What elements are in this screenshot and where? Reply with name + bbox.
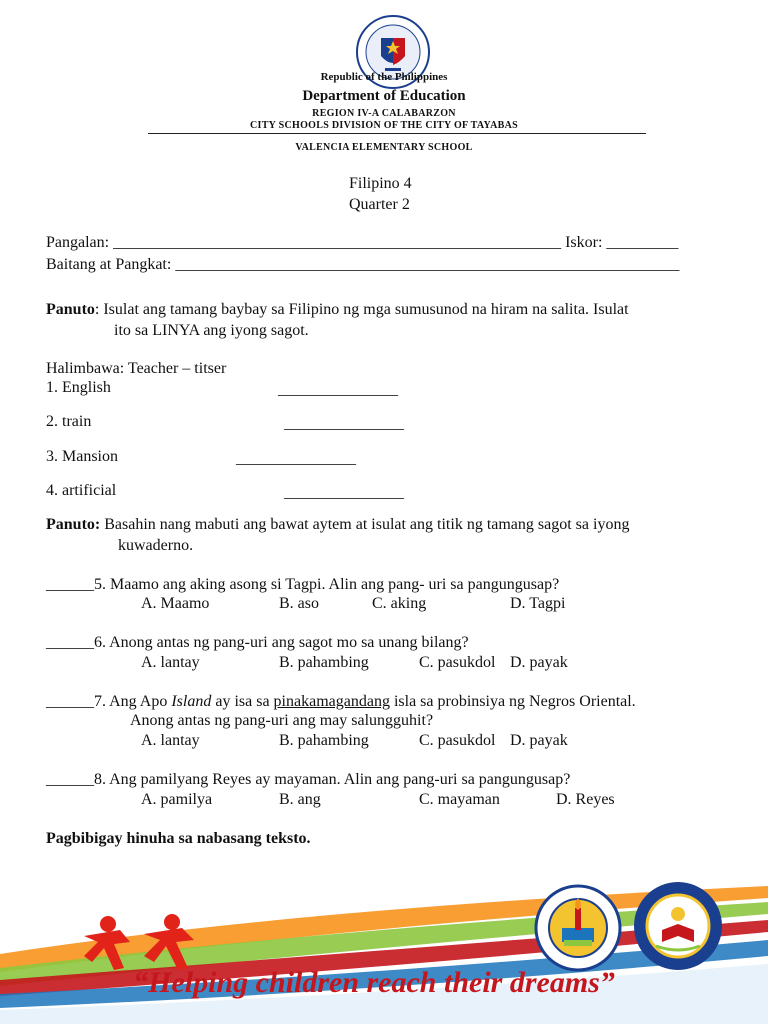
q5-choice-a: A. Maamo bbox=[141, 595, 210, 612]
division-line: CITY SCHOOLS DIVISION OF THE CITY OF TAYABAS bbox=[250, 120, 518, 131]
footer-slogan: “Helping children reach their dreams” bbox=[133, 966, 615, 999]
q7-choice-d: D. payak bbox=[510, 732, 568, 749]
q7-island-word: Island bbox=[171, 693, 212, 710]
item-4-answer-blank[interactable]: _______________ bbox=[284, 484, 404, 501]
q7-choice-a: A. lantay bbox=[141, 732, 200, 749]
valencia-es-logo bbox=[632, 880, 724, 972]
q8-answer-blank[interactable]: ______ bbox=[46, 771, 94, 788]
q6-choice-b: B. pahambing bbox=[279, 654, 369, 671]
score-field[interactable]: _________ bbox=[606, 234, 679, 251]
part2-instruction-cont: kuwaderno. bbox=[118, 537, 194, 554]
item-1-answer-blank[interactable]: _______________ bbox=[278, 381, 398, 398]
grade-field-row bbox=[46, 256, 679, 274]
quarter-label: Quarter 2 bbox=[349, 196, 410, 213]
q7-text-pre: 7. Ang Apo bbox=[94, 693, 172, 710]
item-3-answer-blank[interactable]: _______________ bbox=[236, 450, 356, 467]
name-field-row bbox=[46, 234, 678, 252]
panuto-label: Panuto bbox=[46, 301, 95, 318]
q8-choice-d: D. Reyes bbox=[556, 791, 615, 808]
q7-text-mid: ay isa sa bbox=[211, 693, 274, 710]
item-1: 1. English bbox=[46, 379, 111, 396]
grade-label: Baitang at Pangkat: bbox=[46, 256, 172, 273]
part2-instruction-text: Basahin nang mabuti ang bawat aytem at isulat ang titik ng tamang sagot sa iyong bbox=[100, 516, 630, 533]
item-3: 3. Mansion bbox=[46, 448, 118, 465]
score-label: Iskor: bbox=[565, 234, 603, 251]
q6-answer-blank[interactable]: ______ bbox=[46, 634, 94, 651]
part2-instruction bbox=[46, 516, 629, 534]
q5-answer-blank[interactable]: ______ bbox=[46, 576, 94, 593]
q7-text-line2: Anong antas ng pang-uri ang may salungguhit? bbox=[130, 712, 434, 729]
q7-choice-b: B. pahambing bbox=[279, 732, 369, 749]
q7-underlined-word: pinakamagandang bbox=[273, 693, 390, 710]
q8-choice-c: C. mayaman bbox=[419, 791, 500, 808]
part1-instruction-text: : Isulat ang tamang baybay sa Filipino ng mga sumusunod na hiram na salita. Isulat bbox=[94, 301, 629, 318]
q5-choice-c: C. aking bbox=[372, 595, 427, 612]
header-divider bbox=[148, 133, 646, 134]
grade-field[interactable]: _______________________________________________________________ bbox=[175, 256, 680, 273]
question-6 bbox=[46, 634, 469, 652]
q8-choice-b: B. ang bbox=[279, 791, 321, 808]
item-2: 2. train bbox=[46, 413, 92, 430]
item-4: 4. artificial bbox=[46, 482, 117, 499]
q6-text: 6. Anong antas ng pang-uri ang sagot mo sa unang bilang? bbox=[94, 634, 469, 651]
q8-text: 8. Ang pamilyang Reyes ay mayaman. Alin ang pang-uri sa pangungusap? bbox=[94, 771, 571, 788]
department-title: Department of Education bbox=[302, 88, 466, 104]
question-8 bbox=[46, 771, 570, 789]
q6-choice-c: C. pasukdol bbox=[419, 654, 496, 671]
q6-choice-a: A. lantay bbox=[141, 654, 200, 671]
example-line: Halimbawa: Teacher – titser bbox=[46, 360, 227, 377]
region-line: REGION IV-A CALABARZON bbox=[312, 108, 456, 119]
subject-title: Filipino 4 bbox=[349, 175, 412, 192]
q5-choice-b: B. aso bbox=[279, 595, 319, 612]
question-7 bbox=[46, 693, 636, 711]
panuto-label-2: Panuto: bbox=[46, 516, 101, 533]
school-name: VALENCIA ELEMENTARY SCHOOL bbox=[295, 142, 473, 153]
q7-answer-blank[interactable]: ______ bbox=[46, 693, 94, 710]
section-heading-hinuha: Pagbibigay hinuha sa nabasang teksto. bbox=[46, 830, 311, 847]
q6-choice-d: D. payak bbox=[510, 654, 568, 671]
part1-instruction bbox=[46, 301, 629, 319]
q5-text: 5. Maamo ang aking asong si Tagpi. Alin ang pang- uri sa pangungusap? bbox=[94, 576, 560, 593]
question-5 bbox=[46, 576, 559, 594]
q7-text-post: isla sa probinsiya ng Negros Oriental. bbox=[389, 693, 636, 710]
name-label: Pangalan: bbox=[46, 234, 110, 251]
name-field[interactable]: ________________________________________________________ bbox=[113, 234, 562, 251]
part1-instruction-cont: ito sa LINYA ang iyong sagot. bbox=[114, 322, 309, 339]
q7-choice-c: C. pasukdol bbox=[419, 732, 496, 749]
item-2-answer-blank[interactable]: _______________ bbox=[284, 415, 404, 432]
republic-line: Republic of the Philippines bbox=[320, 71, 448, 83]
q5-choice-d: D. Tagpi bbox=[510, 595, 566, 612]
q8-choice-a: A. pamilya bbox=[141, 791, 213, 808]
division-tayabas-logo bbox=[534, 884, 622, 972]
